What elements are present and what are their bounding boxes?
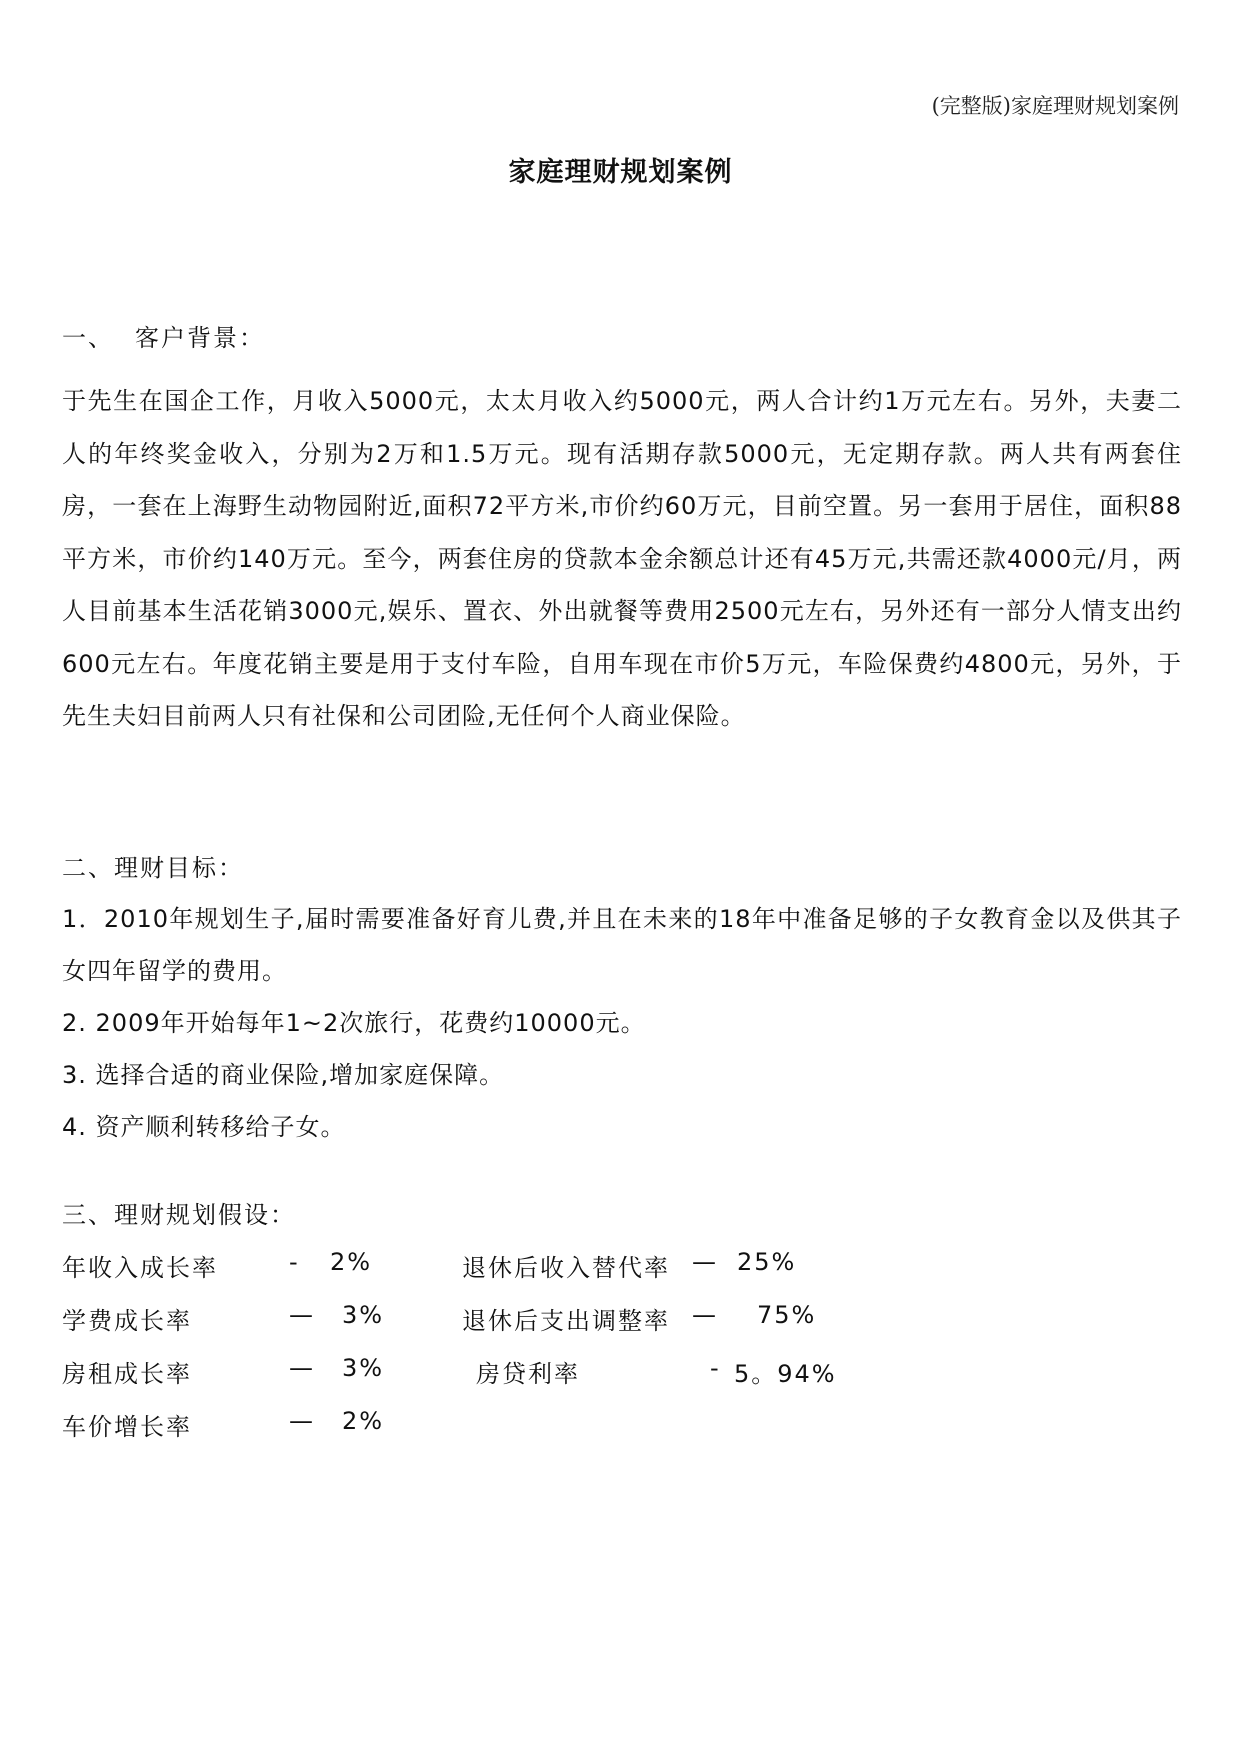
section-heading-text: 客户背景：	[135, 324, 265, 352]
assumption-label: 学费成长率	[62, 1307, 192, 1335]
assumption-dash: -	[289, 1248, 300, 1276]
goal-item-1: 1．2010年规划生子,届时需要准备好育儿费,并且在未来的18年中准备足够的子女教育金以及供其子女四年留学的费用。	[62, 905, 1182, 985]
client-background-paragraph: 于先生在国企工作，月收入5000元，太太月收入约5000元，两人合计约1万元左右。另外，夫妻二人的年终奖金收入，分别为2万和1.5万元。现有活期存款5000元，无定期存款。两人共有两套住房，一套在上海野生动物园附近,面积72平方米,市价约60万元，目前空置。另一套用于居住，面积88平方米，市价约140万元。至今，两套住房的贷款本金余额总计还有45万元,共需还款4000元/月，两人目前基本生活花销3000元,娱乐、置衣、外出就餐等费用2500元左右，另外还有一部分人情支出约600元左右。年度花销主要是用于支付车险，自用车现在市价5万元，车险保费约4800元，另外，于先生夫妇目前两人只有社保和公司团险,无任何个人商业保险。	[62, 387, 1182, 730]
assumption-dash: -	[710, 1354, 721, 1382]
assumption-label: 退休后支出调整率	[462, 1307, 670, 1335]
assumption-label: 年收入成长率	[62, 1254, 218, 1282]
assumption-label: 房贷利率	[476, 1360, 580, 1388]
assumption-label: 退休后收入替代率	[462, 1254, 670, 1282]
assumption-row	[62, 1248, 1182, 1288]
assumption-value: 5。94%	[734, 1360, 837, 1388]
assumption-value: 2%	[330, 1248, 373, 1276]
assumption-row	[62, 1354, 1182, 1394]
document-title: 家庭理财规划案例	[508, 157, 733, 188]
assumption-value: 3%	[342, 1301, 385, 1329]
goal-item-4: 4. 资产顺利转移给子女。	[62, 1113, 346, 1141]
section-heading-assumptions: 三、理财规划假设：	[62, 1201, 296, 1229]
assumption-row	[62, 1301, 1182, 1341]
assumption-dash: —	[289, 1407, 315, 1435]
assumption-dash: —	[289, 1354, 315, 1382]
goal-item-2: 2. 2009年开始每年1~2次旅行，花费约10000元。	[62, 1009, 646, 1037]
assumption-dash: —	[692, 1248, 718, 1276]
running-header: (完整版)家庭理财规划案例	[931, 94, 1179, 118]
assumption-value: 25%	[737, 1248, 797, 1276]
section-heading-client-background	[62, 318, 265, 353]
assumption-label: 车价增长率	[62, 1413, 192, 1441]
assumption-value: 75%	[757, 1301, 817, 1329]
assumption-value: 2%	[342, 1407, 385, 1435]
section-heading-financial-goals: 二、理财目标：	[62, 854, 244, 882]
goal-item-3: 3. 选择合适的商业保险,增加家庭保障。	[62, 1061, 505, 1089]
assumption-row	[62, 1407, 1182, 1447]
assumption-dash: —	[289, 1301, 315, 1329]
assumption-dash: —	[692, 1301, 718, 1329]
assumption-label: 房租成长率	[62, 1360, 192, 1388]
assumption-value: 3%	[342, 1354, 385, 1382]
section-number: 一、	[62, 324, 114, 352]
